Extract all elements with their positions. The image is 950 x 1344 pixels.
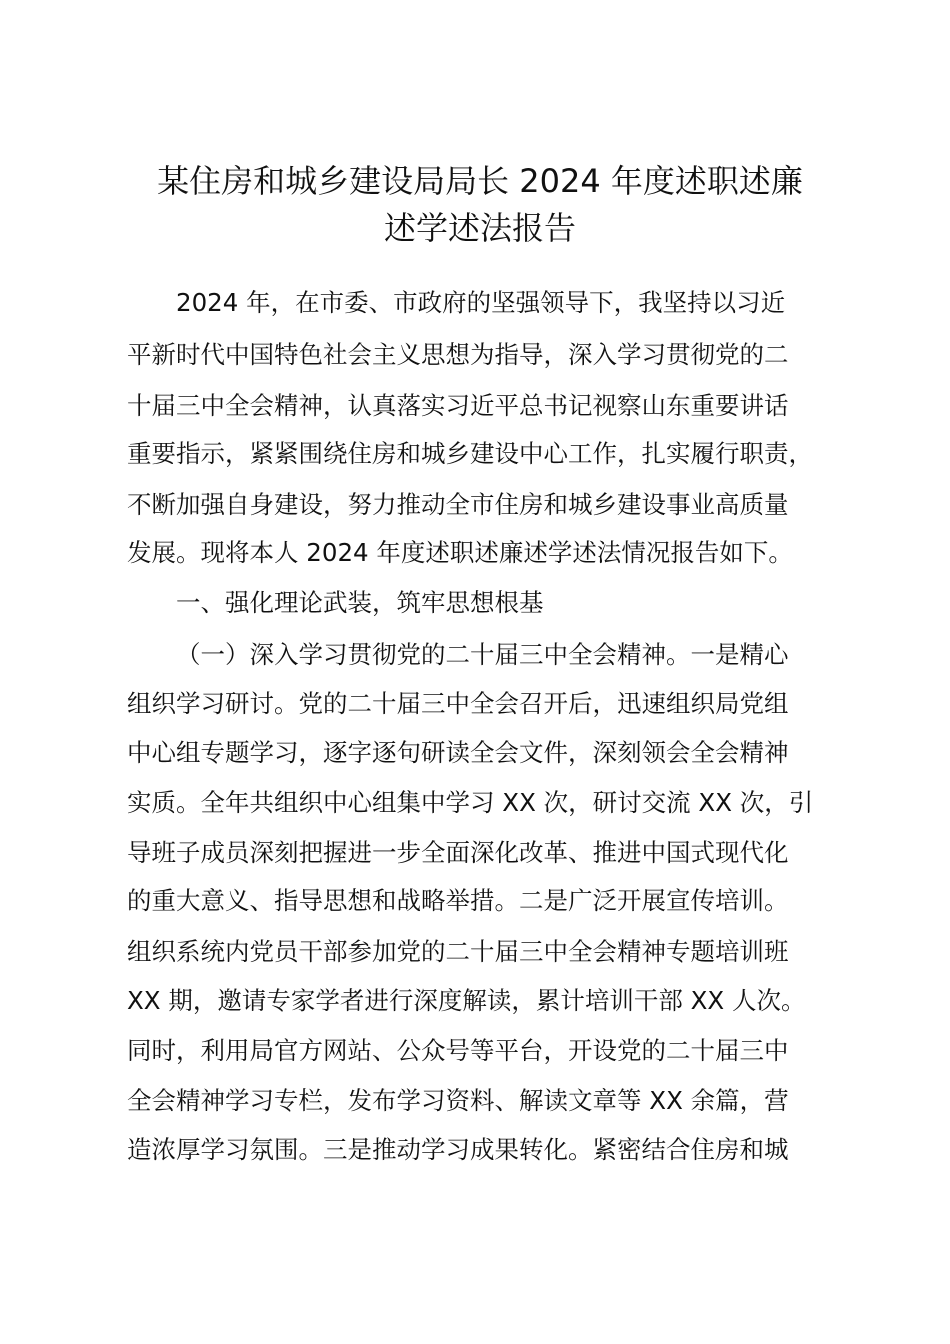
body-paragraph-line: 同时，利用局官方网站、公众号等平台，开设党的二十届三中: [127, 1036, 789, 1065]
section-heading: 一、强化理论武装，筑牢思想根基: [176, 588, 544, 617]
body-paragraph-line: 的重大意义、指导思想和战略举措。二是广泛开展宣传培训。: [127, 886, 789, 915]
body-paragraph-line: 重要指示，紧紧围绕住房和城乡建设中心工作，扎实履行职责，: [127, 439, 813, 468]
body-paragraph-line: 平新时代中国特色社会主义思想为指导，深入学习贯彻党的二: [127, 340, 789, 369]
body-paragraph-line: 造浓厚学习氛围。三是推动学习成果转化。紧密结合住房和城: [127, 1135, 789, 1164]
body-paragraph-line: 组织学习研讨。党的二十届三中全会召开后，迅速组织局党组: [127, 689, 789, 718]
body-paragraph-line: 组织系统内党员干部参加党的二十届三中全会精神专题培训班: [127, 937, 789, 966]
body-paragraph-line: 发展。现将本人 2024 年度述职述廉述学述法情况报告如下。: [127, 538, 793, 567]
document-title-line-2: 述学述法报告: [383, 209, 576, 247]
body-paragraph-line: （一）深入学习贯彻党的二十届三中全会精神。一是精心: [176, 640, 789, 669]
body-paragraph-line: 导班子成员深刻把握进一步全面深化改革、推进中国式现代化: [127, 838, 789, 867]
body-paragraph-line: 十届三中全会精神，认真落实习近平总书记视察山东重要讲话: [127, 391, 789, 420]
body-paragraph-line: XX 期，邀请专家学者进行深度解读，累计培训干部 XX 人次。: [127, 986, 806, 1015]
document-title-line-1: 某住房和城乡建设局局长 2024 年度述职述廉: [157, 162, 803, 200]
body-paragraph-line: 全会精神学习专栏，发布学习资料、解读文章等 XX 余篇，营: [127, 1086, 789, 1115]
body-paragraph-line: 中心组专题学习，逐字逐句研读全会文件，深刻领会全会精神: [127, 738, 789, 767]
body-paragraph-line: 不断加强自身建设，努力推动全市住房和城乡建设事业高质量: [127, 490, 789, 519]
body-paragraph-line: 实质。全年共组织中心组集中学习 XX 次，研讨交流 XX 次，引: [127, 788, 814, 817]
body-paragraph-line: 2024 年，在市委、市政府的坚强领导下，我坚持以习近: [176, 288, 786, 317]
